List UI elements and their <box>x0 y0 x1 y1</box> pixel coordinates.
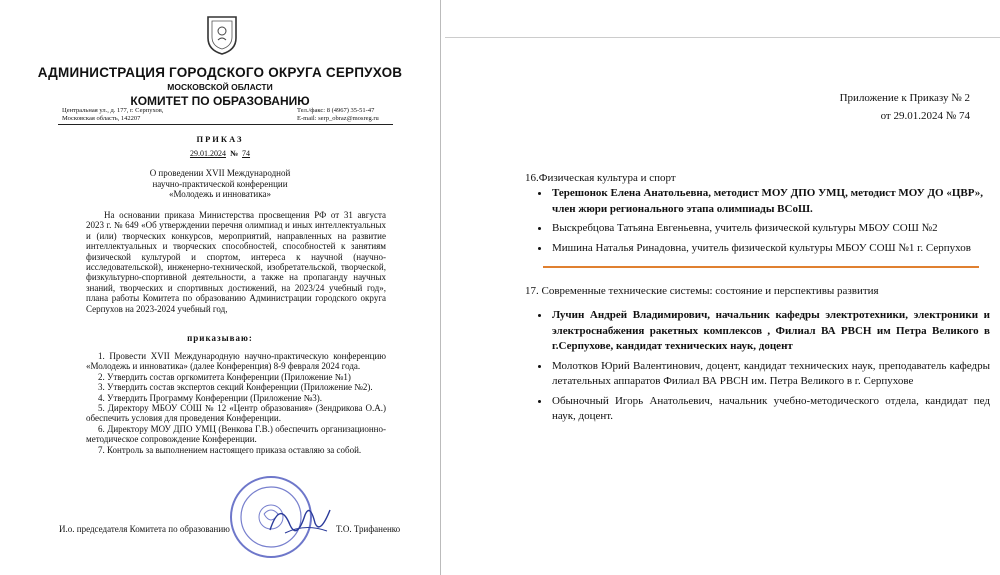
order-page <box>0 0 441 575</box>
signature-icon <box>265 495 335 545</box>
order-item: 5. Директору МБОУ СОШ № 12 «Центр образования» (Зендрикова О.А.) обеспечить условия для проведения Конференции. <box>86 403 386 424</box>
signatory-name: Т.О. Трифаненко <box>336 524 401 534</box>
committee-title: КОМИТЕТ ПО ОБРАЗОВАНИЮ <box>130 94 310 108</box>
order-number: 74 <box>242 149 251 158</box>
subject-line: «Молодежь и инноватика» <box>169 189 271 199</box>
section-16-list <box>535 186 990 260</box>
appendix-date-text: от 29.01.2024 № 74 <box>880 110 970 122</box>
order-date: 29.01.2024 <box>189 149 226 158</box>
administration-title: АДМИНИСТРАЦИЯ ГОРОДСКОГО ОКРУГА СЕРПУХОВ <box>37 65 403 80</box>
coat-of-arms-icon <box>205 14 239 56</box>
order-title: ПРИКАЗ <box>196 134 244 144</box>
address-line-2: Московская область, 142207 <box>62 115 141 122</box>
address-block <box>62 107 163 123</box>
signatory-role: И.о. председателя Комитета по образованию <box>59 524 230 534</box>
highlight-underline <box>543 266 979 268</box>
region-title: МОСКОВСКОЙ ОБЛАСТИ <box>167 82 273 92</box>
appendix-page <box>445 0 1000 575</box>
subject-line: О проведении XVII Международной <box>149 168 291 178</box>
expert-item: • Обыночный Игорь Анатольевич, начальник учебно-методического отдела, кандидат пед наук, доцент. <box>550 394 990 425</box>
phone-line: Тел./факс: 8 (4967) 35-51-47 <box>297 107 375 114</box>
section-17-list <box>535 308 990 429</box>
order-item: 3. Утвердить состав экспертов секций Конференции (Приложение №2). <box>98 382 373 393</box>
page-top-divider <box>445 37 1000 38</box>
appendix-date <box>881 110 970 122</box>
expert-item: • Выскребцова Татьяна Евгеньевна, учитель физической культуры МБОУ СОШ №2 <box>550 221 990 237</box>
header-divider <box>58 124 393 125</box>
order-item: 7. Контроль за выполнением настоящего приказа оставляю за собой. <box>98 444 362 455</box>
appendix-title: Приложение к Приказу № 2 <box>839 92 970 104</box>
expert-item: • Молотков Юрий Валентинович, доцент, кандидат технических наук, преподаватель кафедры летательных аппаратов Филиал ВА РВСН им. Петра Великого в г. Серпухове <box>550 359 990 390</box>
order-items <box>86 351 386 455</box>
appendix-reference <box>840 92 970 104</box>
order-preamble: На основании приказа Министерства просвещения РФ от 31 августа 2023 г. № 649 «Об утверждении перечня олимпиад и иных интеллектуальных и (или) творческих конкурсов, мероприятий, направленных на развитие интеллектуальных и творческих способностей, способностей к занятиям физической культурой и спортом, интереса к научной (научно-исследовательской), инженерно-технической, изобретательской, творческой, физкультурно-спортивной деятельности, а также на пропаганду научных знаний, творческих и спортивных достижений, на 2023/24 учебный год», плана работы Комитета по образованию Администрации городского округа Серпухов на 2023-2024 учебный год, <box>86 210 386 314</box>
order-date-line <box>0 149 440 158</box>
expert-item: • Мишина Наталья Ринадовна, учитель физической культуры МБОУ СОШ №1 г. Серпухов <box>550 241 990 257</box>
order-item: 2. Утвердить состав оргкомитета Конференции (Приложение №1) <box>98 371 351 382</box>
contact-block <box>297 107 379 123</box>
expert-item: • Терешонок Елена Анатольевна, методист МОУ ДПО УМЦ, методист МОУ ДО «ЦВР», член жюри регионального этапа олимпиады ВСоШ. <box>550 186 990 217</box>
email-line: E-mail: serp_obraz@mosreg.ru <box>297 115 379 122</box>
section-17-title: 17. Современные технические системы: состояние и перспективы развития <box>525 285 879 297</box>
order-subject <box>100 168 340 200</box>
order-item: 6. Директору МОУ ДПО УМЦ (Венкова Г.В.) обеспечить организационно-методическое сопровождение Конференции. <box>86 423 386 445</box>
order-directive: приказываю: <box>187 333 253 343</box>
order-no-label: № <box>229 149 239 158</box>
address-line-1: Центральная ул., д. 177, г. Серпухов, <box>62 107 164 114</box>
expert-item: • Лучин Андрей Владимирович, начальник кафедры электротехники, электроники и электроснабжения ракетных комплексов , Филиал ВА РВСН им Петра Великого в г.Серпухове, кандидат технических наук, доцент <box>550 308 990 355</box>
order-item: 1. Провести XVII Международную научно-практическую конференцию «Молодежь и инноватика» (далее Конференция) 8-9 февраля 2024 года. <box>86 351 386 372</box>
subject-line: научно-практической конференции <box>152 178 288 189</box>
order-item: 4. Утвердить Программу Конференции (Приложение №3). <box>98 392 322 403</box>
section-16-title: 16.Физическая культура и спорт <box>525 172 676 184</box>
